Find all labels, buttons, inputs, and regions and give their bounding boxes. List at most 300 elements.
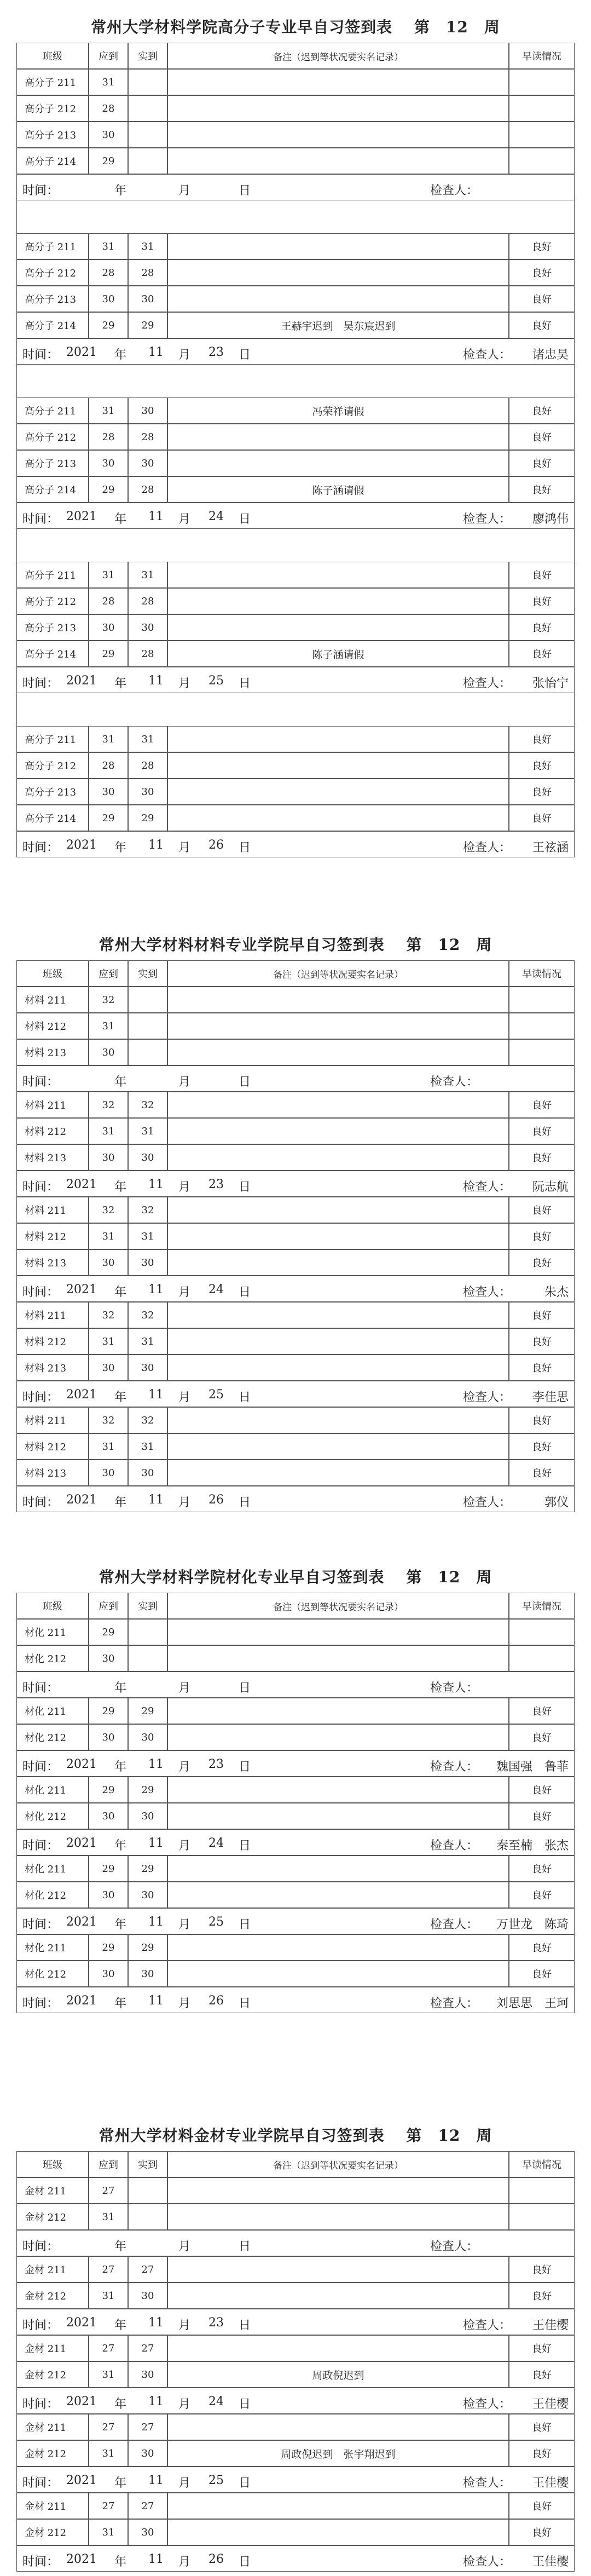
time-label: 时间： <box>22 1997 59 2010</box>
reading-status-cell: 良好 <box>509 2283 575 2309</box>
should-attend-cell: 32 <box>89 1302 128 1328</box>
day-unit: 日 <box>239 2555 251 2569</box>
table-row <box>16 1934 575 1961</box>
should-attend-cell: 29 <box>89 1934 128 1961</box>
should-attend-cell: 29 <box>89 1777 128 1803</box>
remark-cell <box>167 1803 509 1829</box>
month-unit: 月 <box>178 348 191 362</box>
time-label: 时间： <box>22 348 59 362</box>
time-label: 时间： <box>22 1075 59 1089</box>
day-unit: 日 <box>239 184 251 198</box>
reading-status-cell: 良好 <box>509 726 575 752</box>
actual-attend-cell: 28 <box>128 424 167 450</box>
class-name-cell: 高分子 214 <box>16 476 89 503</box>
class-name-cell: 材料 213 <box>16 1144 89 1171</box>
actual-attend-cell: 31 <box>128 726 167 752</box>
checker-label: 检查人： <box>463 1391 512 1404</box>
actual-attend-cell: 27 <box>128 2256 167 2283</box>
header-actual-attend: 实到 <box>128 43 167 69</box>
table-row <box>16 2519 575 2545</box>
table-row <box>16 1619 575 1645</box>
table-header-row <box>16 960 575 987</box>
class-name-cell: 材料 212 <box>16 1433 89 1460</box>
class-name-cell: 金材 212 <box>16 2204 89 2230</box>
reading-status-cell: 良好 <box>509 1092 575 1118</box>
remark-cell <box>167 2414 509 2440</box>
should-attend-cell: 27 <box>89 2414 128 2440</box>
table-row <box>16 2361 575 2388</box>
checker-label: 检查人： <box>463 2555 512 2569</box>
should-attend-cell: 30 <box>89 1355 128 1381</box>
year-value: 2021 <box>66 345 97 359</box>
remark-cell: 冯荣祥请假 <box>167 397 509 424</box>
table-header-row <box>16 2151 575 2177</box>
checker-label: 检查人： <box>430 184 479 198</box>
checker-label: 检查人： <box>430 1839 479 1853</box>
should-attend-cell: 31 <box>89 1433 128 1460</box>
should-attend-cell: 31 <box>89 69 128 95</box>
class-name-cell: 高分子 212 <box>16 752 89 779</box>
year-value: 2021 <box>66 1283 97 1296</box>
table-row <box>16 2204 575 2230</box>
remark-cell: 陈子涵请假 <box>167 641 509 667</box>
reading-status-cell: 良好 <box>509 286 575 312</box>
table-row <box>16 148 575 174</box>
remark-cell <box>167 1118 509 1144</box>
month-value: 11 <box>148 838 164 852</box>
year-unit: 年 <box>114 841 127 855</box>
remark-cell <box>167 1249 509 1276</box>
reading-status-cell: 良好 <box>509 2256 575 2283</box>
table-row <box>16 2335 575 2361</box>
reading-status-cell: 良好 <box>509 1118 575 1144</box>
actual-attend-cell: 28 <box>128 752 167 779</box>
time-label: 时间： <box>22 1286 59 1299</box>
should-attend-cell: 31 <box>89 562 128 588</box>
remark-cell <box>167 1460 509 1486</box>
class-name-cell: 高分子 213 <box>16 779 89 805</box>
time-label: 时间： <box>22 2240 59 2254</box>
header-reading-status: 早读情况 <box>509 2151 575 2177</box>
class-name-cell: 材化 212 <box>16 1961 89 1987</box>
actual-attend-cell: 30 <box>128 779 167 805</box>
actual-attend-cell: 27 <box>128 2414 167 2440</box>
class-name-cell: 材料 213 <box>16 1249 89 1276</box>
reading-status-cell: 良好 <box>509 1855 575 1882</box>
year-value: 2021 <box>66 1994 97 2008</box>
actual-attend-cell: 32 <box>128 1092 167 1118</box>
remark-cell <box>167 1961 509 1987</box>
reading-status-cell: 良好 <box>509 397 575 424</box>
time-label: 时间： <box>22 2398 59 2411</box>
month-value: 11 <box>148 510 164 523</box>
remark-cell <box>167 233 509 260</box>
should-attend-cell: 30 <box>89 450 128 476</box>
time-label: 时间： <box>22 1681 59 1695</box>
actual-attend-cell: 30 <box>128 2440 167 2466</box>
class-name-cell: 材料 213 <box>16 1355 89 1381</box>
should-attend-cell: 28 <box>89 260 128 286</box>
year-value: 2021 <box>66 2474 97 2487</box>
day-value: 23 <box>208 1757 224 1771</box>
day-value: 24 <box>208 1283 224 1296</box>
year-unit: 年 <box>114 1075 127 1089</box>
month-unit: 月 <box>178 1496 191 1509</box>
day-unit: 日 <box>239 1391 251 1404</box>
date-checker-row <box>16 1276 575 1302</box>
remark-cell <box>167 2519 509 2545</box>
day-value: 25 <box>208 2474 224 2487</box>
header-class: 班级 <box>16 2151 89 2177</box>
date-checker-row <box>16 1829 575 1855</box>
reading-status-cell: 良好 <box>509 1249 575 1276</box>
remark-cell <box>167 1777 509 1803</box>
reading-status-cell: 良好 <box>509 1882 575 1908</box>
year-value: 2021 <box>66 510 97 523</box>
remark-cell <box>167 69 509 95</box>
month-unit: 月 <box>178 677 191 690</box>
table-row <box>16 726 575 752</box>
checker-name: 诸忠昊 <box>532 348 569 362</box>
actual-attend-cell: 28 <box>128 476 167 503</box>
header-should-attend: 应到 <box>89 1593 128 1619</box>
year-unit: 年 <box>114 2555 127 2569</box>
table-row <box>16 1013 575 1039</box>
day-unit: 日 <box>239 1496 251 1509</box>
reading-status-cell: 良好 <box>509 424 575 450</box>
day-value: 26 <box>208 1493 224 1507</box>
reading-status-cell <box>509 1645 575 1672</box>
year-unit: 年 <box>114 1391 127 1404</box>
remark-cell <box>167 1724 509 1750</box>
date-checker-row <box>16 1381 575 1407</box>
month-unit: 月 <box>178 1760 191 1774</box>
year-unit: 年 <box>114 348 127 362</box>
reading-status-cell: 良好 <box>509 2335 575 2361</box>
class-name-cell: 材化 212 <box>16 1882 89 1908</box>
month-value: 11 <box>148 1757 164 1771</box>
reading-status-cell: 良好 <box>509 1934 575 1961</box>
table-row <box>16 1724 575 1750</box>
reading-status-cell: 良好 <box>509 2414 575 2440</box>
table-row <box>16 987 575 1013</box>
actual-attend-cell: 32 <box>128 1197 167 1223</box>
actual-attend-cell: 30 <box>128 2519 167 2545</box>
table-row <box>16 1302 575 1328</box>
checker-label: 检查人： <box>463 2398 512 2411</box>
should-attend-cell: 30 <box>89 1249 128 1276</box>
header-remark: 备注（迟到等状况要实名记录） <box>167 960 509 987</box>
remark-cell <box>167 805 509 831</box>
date-checker-row <box>16 1486 575 1512</box>
table-row <box>16 1698 575 1724</box>
checker-name: 阮志航 <box>532 1180 569 1194</box>
class-name-cell: 材料 212 <box>16 1013 89 1039</box>
should-attend-cell: 30 <box>89 1803 128 1829</box>
month-unit: 月 <box>178 2240 191 2254</box>
date-checker-row <box>16 2309 575 2335</box>
should-attend-cell: 30 <box>89 1724 128 1750</box>
year-unit: 年 <box>114 1997 127 2010</box>
day-value: 26 <box>208 838 224 852</box>
table-row <box>16 1855 575 1882</box>
should-attend-cell: 30 <box>89 1961 128 1987</box>
actual-attend-cell: 30 <box>128 1355 167 1381</box>
checker-label: 检查人： <box>463 1286 512 1299</box>
should-attend-cell: 29 <box>89 1619 128 1645</box>
class-name-cell: 高分子 214 <box>16 148 89 174</box>
reading-status-cell: 良好 <box>509 752 575 779</box>
remark-cell <box>167 1223 509 1249</box>
class-name-cell: 材化 212 <box>16 1724 89 1750</box>
time-label: 时间： <box>22 1391 59 1404</box>
actual-attend-cell: 28 <box>128 260 167 286</box>
remark-cell <box>167 1619 509 1645</box>
should-attend-cell: 27 <box>89 2335 128 2361</box>
checker-name: 张怡宁 <box>532 677 569 690</box>
should-attend-cell: 31 <box>89 2283 128 2309</box>
remark-cell <box>167 2204 509 2230</box>
header-should-attend: 应到 <box>89 960 128 987</box>
should-attend-cell: 31 <box>89 1328 128 1355</box>
header-actual-attend: 实到 <box>128 1593 167 1619</box>
class-name-cell: 材料 211 <box>16 1197 89 1223</box>
header-reading-status: 早读情况 <box>509 43 575 69</box>
actual-attend-cell: 27 <box>128 2493 167 2519</box>
reading-status-cell <box>509 95 575 122</box>
reading-status-cell <box>509 2177 575 2204</box>
sheet-title: 常州大学材料学院材化专业早自习签到表 第 12 周 <box>99 1568 493 1586</box>
checker-name: 廖鸿伟 <box>532 512 569 526</box>
year-value: 2021 <box>66 2316 97 2330</box>
actual-attend-cell <box>128 987 167 1013</box>
actual-attend-cell: 31 <box>128 562 167 588</box>
table-row <box>16 1355 575 1381</box>
checker-name: 刘思思 王珂 <box>496 1997 569 2010</box>
day-unit: 日 <box>239 1180 251 1194</box>
should-attend-cell: 29 <box>89 1855 128 1882</box>
should-attend-cell: 28 <box>89 752 128 779</box>
year-unit: 年 <box>114 1180 127 1194</box>
reading-status-cell: 良好 <box>509 1302 575 1328</box>
class-name-cell: 金材 212 <box>16 2361 89 2388</box>
day-unit: 日 <box>239 1075 251 1089</box>
checker-label: 检查人： <box>463 1180 512 1194</box>
reading-status-cell: 良好 <box>509 805 575 831</box>
remark-cell <box>167 1092 509 1118</box>
checker-label: 检查人： <box>430 2240 479 2254</box>
checker-name: 王佳樱 <box>532 2398 569 2411</box>
remark-cell <box>167 1934 509 1961</box>
class-name-cell: 金材 211 <box>16 2256 89 2283</box>
remark-cell <box>167 1355 509 1381</box>
table-row <box>16 1223 575 1249</box>
year-unit: 年 <box>114 1286 127 1299</box>
year-value: 2021 <box>66 2395 97 2408</box>
remark-cell <box>167 2283 509 2309</box>
reading-status-cell: 良好 <box>509 1724 575 1750</box>
table-row <box>16 233 575 260</box>
month-unit: 月 <box>178 2476 191 2490</box>
actual-attend-cell: 30 <box>128 2361 167 2388</box>
time-label: 时间： <box>22 2319 59 2332</box>
month-value: 11 <box>148 1388 164 1402</box>
header-remark: 备注（迟到等状况要实名记录） <box>167 43 509 69</box>
remark-cell <box>167 614 509 641</box>
month-unit: 月 <box>178 2319 191 2332</box>
month-unit: 月 <box>178 2555 191 2569</box>
checker-name: 秦至楠 张杰 <box>496 1839 569 1853</box>
table-row <box>16 2440 575 2466</box>
class-name-cell: 材料 213 <box>16 1039 89 1065</box>
day-value: 25 <box>208 1388 224 1402</box>
month-value: 11 <box>148 674 164 688</box>
reading-status-cell: 良好 <box>509 2493 575 2519</box>
date-checker-row <box>16 831 575 857</box>
time-label: 时间： <box>22 2476 59 2490</box>
time-label: 时间： <box>22 512 59 526</box>
year-value: 2021 <box>66 1915 97 1929</box>
actual-attend-cell: 30 <box>128 1249 167 1276</box>
day-unit: 日 <box>239 512 251 526</box>
class-name-cell: 高分子 211 <box>16 233 89 260</box>
remark-cell: 陈子涵请假 <box>167 476 509 503</box>
class-name-cell: 金材 212 <box>16 2519 89 2545</box>
year-value: 2021 <box>66 1388 97 1402</box>
class-name-cell: 材料 213 <box>16 1460 89 1486</box>
month-unit: 月 <box>178 1391 191 1404</box>
class-name-cell: 材化 211 <box>16 1934 89 1961</box>
day-value: 26 <box>208 1994 224 2008</box>
checker-label: 检查人： <box>463 348 512 362</box>
remark-cell <box>167 1433 509 1460</box>
remark-cell <box>167 987 509 1013</box>
reading-status-cell: 良好 <box>509 1777 575 1803</box>
reading-status-cell: 良好 <box>509 260 575 286</box>
reading-status-cell: 良好 <box>509 588 575 614</box>
table-header-row <box>16 43 575 69</box>
reading-status-cell: 良好 <box>509 476 575 503</box>
day-value: 24 <box>208 510 224 523</box>
remark-cell <box>167 1039 509 1065</box>
should-attend-cell: 31 <box>89 2361 128 2388</box>
remark-cell <box>167 2177 509 2204</box>
checker-label: 检查人： <box>463 1496 512 1509</box>
time-label: 时间： <box>22 1760 59 1774</box>
header-should-attend: 应到 <box>89 43 128 69</box>
reading-status-cell: 良好 <box>509 1803 575 1829</box>
header-class: 班级 <box>16 960 89 987</box>
checker-name: 朱杰 <box>544 1286 569 1299</box>
month-unit: 月 <box>178 1681 191 1695</box>
class-name-cell: 材料 211 <box>16 1092 89 1118</box>
reading-status-cell <box>509 1619 575 1645</box>
should-attend-cell: 30 <box>89 1039 128 1065</box>
table-row <box>16 1118 575 1144</box>
date-checker-row <box>16 2388 575 2414</box>
checker-label: 检查人： <box>430 1918 479 1932</box>
should-attend-cell: 30 <box>89 614 128 641</box>
table-row <box>16 69 575 95</box>
remark-cell <box>167 260 509 286</box>
day-value: 25 <box>208 1915 224 1929</box>
year-unit: 年 <box>114 1839 127 1853</box>
reading-status-cell: 良好 <box>509 1328 575 1355</box>
table-row <box>16 641 575 667</box>
class-name-cell: 高分子 214 <box>16 805 89 831</box>
checker-label: 检查人： <box>463 841 512 855</box>
actual-attend-cell: 30 <box>128 1460 167 1486</box>
header-should-attend: 应到 <box>89 2151 128 2177</box>
remark-cell: 周政倪迟到 <box>167 2361 509 2388</box>
checker-label: 检查人： <box>463 2319 512 2332</box>
actual-attend-cell: 29 <box>128 312 167 338</box>
remark-cell <box>167 562 509 588</box>
table-row <box>16 312 575 338</box>
should-attend-cell: 30 <box>89 122 128 148</box>
day-unit: 日 <box>239 1839 251 1853</box>
class-name-cell: 高分子 213 <box>16 286 89 312</box>
actual-attend-cell: 30 <box>128 1882 167 1908</box>
month-unit: 月 <box>178 841 191 855</box>
day-unit: 日 <box>239 2319 251 2332</box>
reading-status-cell <box>509 2204 575 2230</box>
class-name-cell: 材料 211 <box>16 1407 89 1433</box>
actual-attend-cell: 30 <box>128 1144 167 1171</box>
time-label: 时间： <box>22 1496 59 1509</box>
day-unit: 日 <box>239 348 251 362</box>
actual-attend-cell: 32 <box>128 1407 167 1433</box>
remark-cell <box>167 122 509 148</box>
class-name-cell: 材化 211 <box>16 1855 89 1882</box>
should-attend-cell: 30 <box>89 286 128 312</box>
actual-attend-cell: 29 <box>128 1934 167 1961</box>
actual-attend-cell: 30 <box>128 1961 167 1987</box>
actual-attend-cell: 30 <box>128 1724 167 1750</box>
should-attend-cell: 29 <box>89 312 128 338</box>
reading-status-cell: 良好 <box>509 1223 575 1249</box>
reading-status-cell: 良好 <box>509 1407 575 1433</box>
day-value: 23 <box>208 2316 224 2330</box>
should-attend-cell: 30 <box>89 1882 128 1908</box>
table-row <box>16 1803 575 1829</box>
reading-status-cell <box>509 1039 575 1065</box>
should-attend-cell: 31 <box>89 2204 128 2230</box>
month-value: 11 <box>148 2395 164 2408</box>
actual-attend-cell: 31 <box>128 1223 167 1249</box>
reading-status-cell: 良好 <box>509 2519 575 2545</box>
table-row <box>16 1777 575 1803</box>
reading-status-cell <box>509 69 575 95</box>
table-row <box>16 286 575 312</box>
should-attend-cell: 29 <box>89 148 128 174</box>
reading-status-cell: 良好 <box>509 1961 575 1987</box>
year-value: 2021 <box>66 2552 97 2566</box>
reading-status-cell: 良好 <box>509 2361 575 2388</box>
should-attend-cell: 31 <box>89 1223 128 1249</box>
month-value: 11 <box>148 1994 164 2008</box>
table-row <box>16 1433 575 1460</box>
table-row <box>16 1328 575 1355</box>
class-name-cell: 高分子 211 <box>16 397 89 424</box>
year-value: 2021 <box>66 674 97 688</box>
time-label: 时间： <box>22 1180 59 1194</box>
remark-cell <box>167 1328 509 1355</box>
should-attend-cell: 31 <box>89 1118 128 1144</box>
class-name-cell: 高分子 211 <box>16 726 89 752</box>
table-row <box>16 2493 575 2519</box>
table-row <box>16 2256 575 2283</box>
